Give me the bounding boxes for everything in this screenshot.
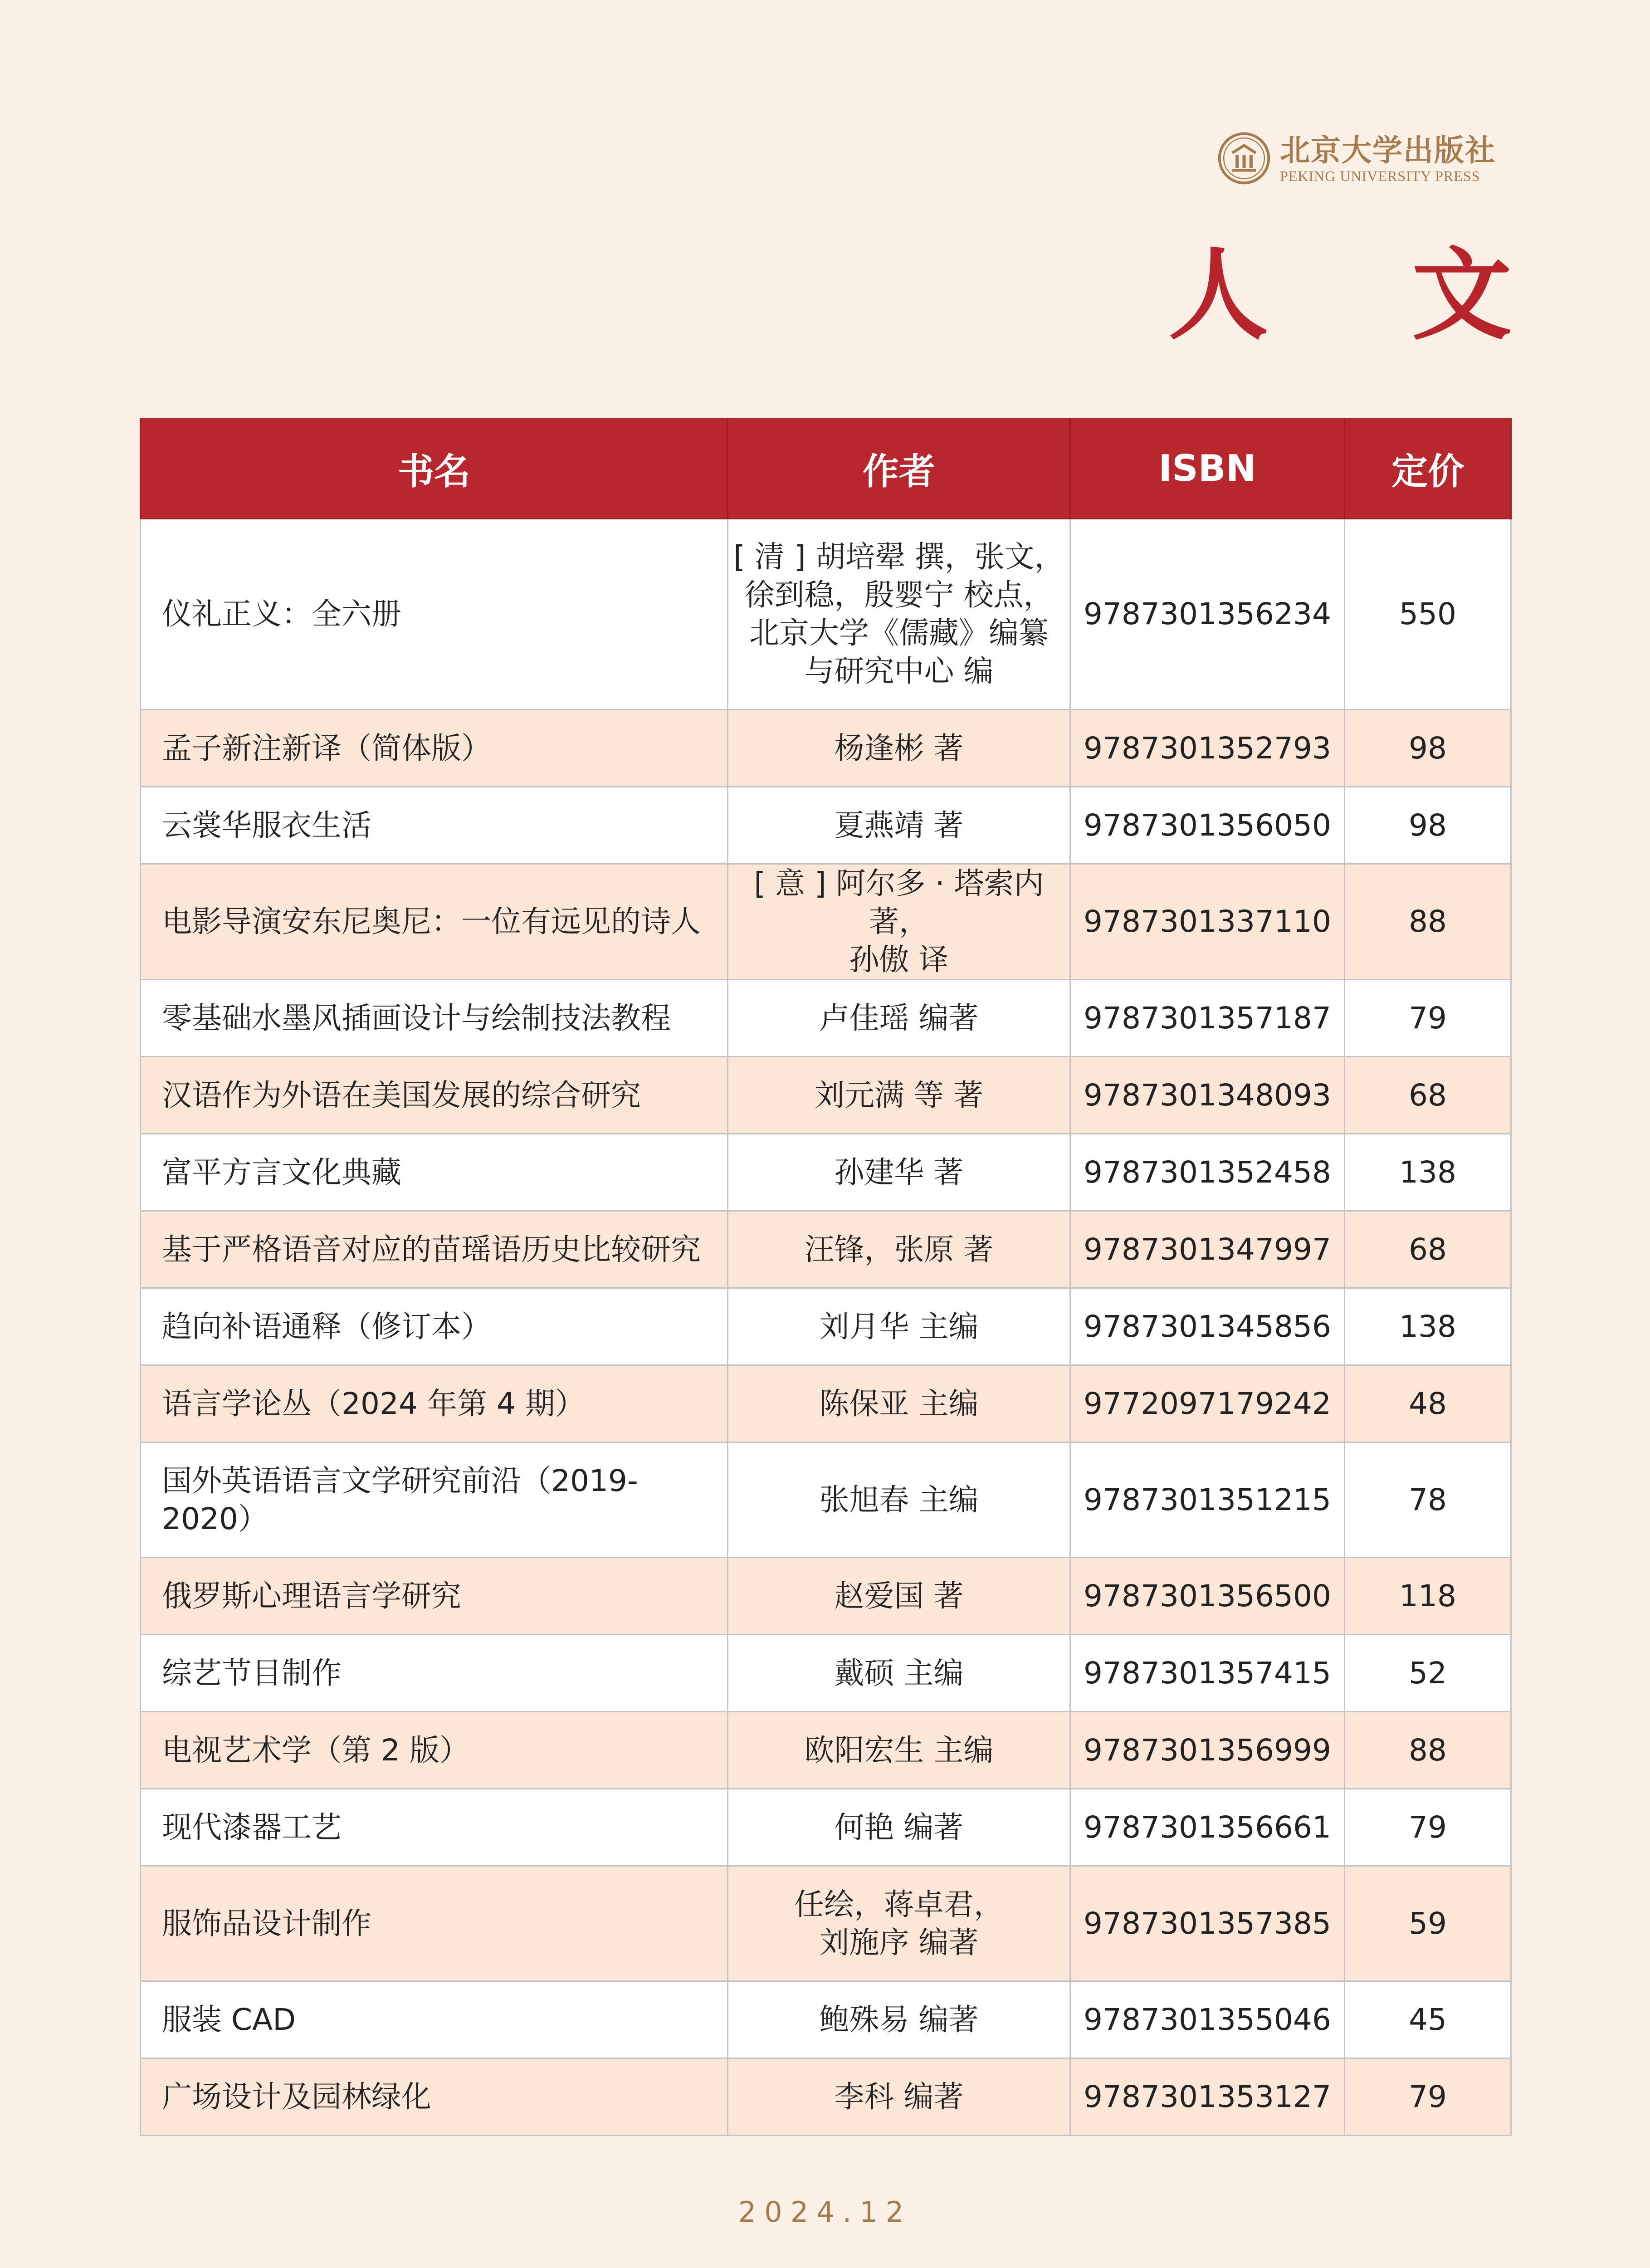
book-isbn-cell: 9787301356661 <box>1070 1789 1345 1866</box>
book-title-cell: 云裳华服衣生活 <box>141 787 728 864</box>
book-isbn-cell: 9787301347997 <box>1070 1211 1345 1288</box>
book-isbn-cell: 9787301337110 <box>1070 864 1345 980</box>
book-author-cell: 张旭春 主编 <box>728 1442 1070 1558</box>
book-isbn-cell: 9787301357187 <box>1070 980 1345 1057</box>
book-isbn-cell: 9787301356999 <box>1070 1712 1345 1789</box>
book-isbn-cell: 9787301352458 <box>1070 1134 1345 1211</box>
book-price-cell: 45 <box>1345 1981 1511 2058</box>
book-author-cell: 欧阳宏生 主编 <box>728 1712 1070 1789</box>
book-author-cell: 夏燕靖 著 <box>728 787 1070 864</box>
book-title-cell: 综艺节目制作 <box>141 1635 728 1712</box>
book-title-cell: 趋向补语通释（修订本） <box>141 1288 728 1365</box>
book-author-cell: 孙建华 著 <box>728 1134 1070 1211</box>
book-title-cell: 广场设计及园林绿化 <box>141 2058 728 2136</box>
book-isbn-cell: 9787301353127 <box>1070 2058 1345 2136</box>
book-title-cell: 电视艺术学（第 2 版） <box>141 1712 728 1789</box>
book-price-cell: 138 <box>1345 1134 1511 1211</box>
book-author-cell: 李科 编著 <box>728 2058 1070 2136</box>
book-isbn-cell: 9787301356050 <box>1070 787 1345 864</box>
book-title-cell: 服饰品设计制作 <box>141 1866 728 1981</box>
book-title-cell: 服装 CAD <box>141 1981 728 2058</box>
table-row <box>141 2058 1511 2136</box>
book-author-cell: 戴硕 主编 <box>728 1635 1070 1712</box>
table-header-row <box>141 418 1511 519</box>
header-price: 定价 <box>1345 418 1511 519</box>
book-title-cell: 基于严格语音对应的苗瑶语历史比较研究 <box>141 1211 728 1288</box>
book-title-cell: 国外英语语言文学研究前沿（2019- 2020） <box>141 1442 728 1558</box>
book-title-cell: 零基础水墨风插画设计与绘制技法教程 <box>141 980 728 1057</box>
book-author-cell: 任绘，蒋卓君， 刘施序 编著 <box>728 1866 1070 1981</box>
book-isbn-cell: 9787301355046 <box>1070 1981 1345 2058</box>
book-title-cell: 电影导演安东尼奥尼：一位有远见的诗人 <box>141 864 728 980</box>
book-price-cell: 78 <box>1345 1442 1511 1558</box>
book-price-cell: 59 <box>1345 1866 1511 1981</box>
book-isbn-cell: 9787301356234 <box>1070 519 1345 710</box>
table-row <box>141 1442 1511 1558</box>
book-author-cell: 陈保亚 主编 <box>728 1365 1070 1442</box>
book-price-cell: 88 <box>1345 864 1511 980</box>
footer-date: 2024.12 <box>738 2195 912 2229</box>
table-row <box>141 1789 1511 1866</box>
peking-university-emblem-icon <box>1217 132 1271 185</box>
book-title-cell: 俄罗斯心理语言学研究 <box>141 1558 728 1635</box>
book-author-cell: 卢佳瑶 编著 <box>728 980 1070 1057</box>
book-price-cell: 88 <box>1345 1712 1511 1789</box>
section-title: 人 文 <box>1168 236 1566 353</box>
table-row <box>141 787 1511 864</box>
book-price-cell: 48 <box>1345 1365 1511 1442</box>
book-price-cell: 68 <box>1345 1211 1511 1288</box>
book-title-cell: 孟子新注新译（简体版） <box>141 710 728 787</box>
book-title-cell: 现代漆器工艺 <box>141 1789 728 1866</box>
table-row <box>141 1288 1511 1365</box>
book-price-cell: 52 <box>1345 1635 1511 1712</box>
table-row <box>141 710 1511 787</box>
table-row <box>141 1866 1511 1981</box>
book-author-cell: 何艳 编著 <box>728 1789 1070 1866</box>
book-author-cell: 刘元满 等 著 <box>728 1057 1070 1134</box>
book-price-cell: 68 <box>1345 1057 1511 1134</box>
book-price-cell: 79 <box>1345 980 1511 1057</box>
book-price-cell: 98 <box>1345 787 1511 864</box>
book-isbn-cell: 9787301357415 <box>1070 1635 1345 1712</box>
book-isbn-cell: 9787301356500 <box>1070 1558 1345 1635</box>
header-title: 书名 <box>141 418 728 519</box>
book-author-cell: [ 清 ] 胡培翚 撰，张文， 徐到稳，殷婴宁 校点， 北京大学《儒藏》编纂 与研究中心 编 <box>728 519 1070 710</box>
book-price-cell: 79 <box>1345 1789 1511 1866</box>
table-body <box>141 519 1511 2136</box>
book-author-cell: 赵爱国 著 <box>728 1558 1070 1635</box>
table-row <box>141 1134 1511 1211</box>
publisher-logo <box>1217 132 1496 185</box>
table-row <box>141 1558 1511 1635</box>
book-isbn-cell: 9787301348093 <box>1070 1057 1345 1134</box>
book-author-cell: 汪锋，张原 著 <box>728 1211 1070 1288</box>
publisher-name-en: PEKING UNIVERSITY PRESS <box>1280 168 1480 184</box>
header-isbn: ISBN <box>1070 418 1345 519</box>
book-author-cell: 杨逢彬 著 <box>728 710 1070 787</box>
table-row <box>141 1211 1511 1288</box>
book-author-cell: 刘月华 主编 <box>728 1288 1070 1365</box>
book-price-cell: 138 <box>1345 1288 1511 1365</box>
table-row <box>141 864 1511 980</box>
table-row <box>141 1635 1511 1712</box>
book-title-cell: 汉语作为外语在美国发展的综合研究 <box>141 1057 728 1134</box>
table-row <box>141 519 1511 710</box>
publisher-name <box>1280 132 1496 184</box>
book-title-cell: 仪礼正义：全六册 <box>141 519 728 710</box>
table-row <box>141 1365 1511 1442</box>
book-isbn-cell: 9787301357385 <box>1070 1866 1345 1981</box>
book-price-cell: 550 <box>1345 519 1511 710</box>
book-isbn-cell: 9772097179242 <box>1070 1365 1345 1442</box>
book-isbn-cell: 9787301351215 <box>1070 1442 1345 1558</box>
book-isbn-cell: 9787301345856 <box>1070 1288 1345 1365</box>
header-author: 作者 <box>728 418 1070 519</box>
book-author-cell: [ 意 ] 阿尔多 · 塔索内 著， 孙傲 译 <box>728 864 1070 980</box>
table-row <box>141 980 1511 1057</box>
book-title-cell: 富平方言文化典藏 <box>141 1134 728 1211</box>
book-price-cell: 79 <box>1345 2058 1511 2136</box>
book-price-cell: 118 <box>1345 1558 1511 1635</box>
book-table <box>140 418 1512 2136</box>
publisher-name-cn: 北京大学出版社 <box>1280 132 1496 168</box>
book-title-cell: 语言学论丛（2024 年第 4 期） <box>141 1365 728 1442</box>
table-row <box>141 1712 1511 1789</box>
table-row <box>141 1057 1511 1134</box>
book-author-cell: 鲍殊易 编著 <box>728 1981 1070 2058</box>
book-isbn-cell: 9787301352793 <box>1070 710 1345 787</box>
table-row <box>141 1981 1511 2058</box>
book-price-cell: 98 <box>1345 710 1511 787</box>
